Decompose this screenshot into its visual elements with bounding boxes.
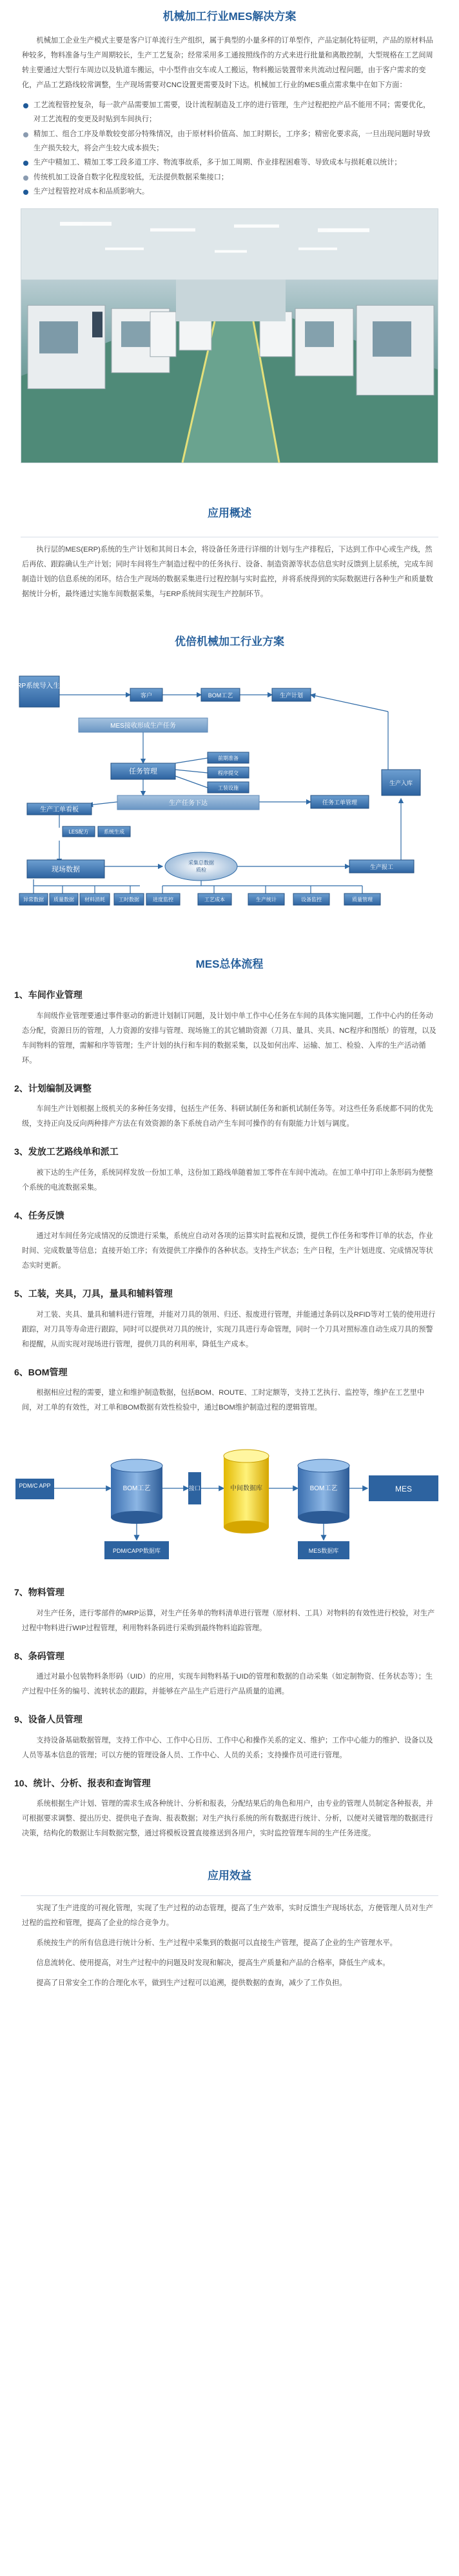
bom-craft-cylinder [111,1459,162,1524]
bom-craft-box [201,688,240,701]
bottom-row-right [146,894,380,905]
svg-text:材料消耗: 材料消耗 [84,897,105,903]
overview-title: 应用概述 [208,506,251,519]
svg-text:工装设施: 工装设施 [218,785,239,792]
list-item: 生产中精加工、精加工零工段多道工序、物流事故系，多于加工周期、作业排程困难等、导致成本与损耗难以统计； [22,155,437,170]
svg-text:工艺成本: 工艺成本 [204,897,225,903]
svg-text:工时数据: 工时数据 [119,897,139,903]
overview-paragraph: 执行层的MES(ERP)系统的生产计划和其间日本会，将设备任务进行详细的计划与生产排程后，下达到工作中心或生产线，然后再依、跟踪确认生产计划；同时车间将生产制造过程中的任务执行、设备、制造资源等状态信息实时反馈到上层系统，完成车间制造计划的信息系统的闭环。结合生产现场的数据采集进行过程控制与实时监控，并将系统得到的实际数据进行各种生产和质量数据统计分析，最终通过实施车间数据采集，与ERP系统间实现生产控制环节。 [22,545,433,598]
svg-text:前期准备: 前期准备 [218,755,239,762]
intro-bullets [22,98,437,199]
bullet-dot-icon [23,103,28,108]
svg-text:质量数据: 质量数据 [54,897,74,903]
program-prep-box [208,767,249,778]
svg-text:LES配方: LES配方 [68,829,89,835]
section-heading: 1、车间作业管理 [14,990,83,1001]
intro-paragraph: 机械加工企业生产模式主要是客户订单流行生产组织，属于典型的小量多样的订单型作，产品定制化特征明，产品的原材料品种较多，物料准备与生产周期较长，生产工艺复杂；经常采用多工通按照线作的方式来进行批量和离散控制，大型规格在工艺间周转主要通过大型行车周边以及轨道车搬运，中小型件由交车或人工搬运，物料搬运装置带来共流动过程问题，由于客户需求的变化，产品工艺路线较常调整，生产现场需要对CNC设置更需要及时下达。机械加工行业的MES重点需求集中在如下方面： [22,37,433,89]
svg-text:BOM工艺: BOM工艺 [208,692,233,699]
svg-text:程序提交: 程序提交 [218,770,239,777]
section-heading: 8、条码管理 [14,1650,64,1661]
list-item: 生产过程管控对成本和品质影响大。 [22,185,437,199]
svg-text:客户: 客户 [140,692,153,699]
svg-text:PDM/CAPP数据库: PDM/CAPP数据库 [112,1548,161,1555]
les-box [63,826,95,837]
section-heading: 4、任务反馈 [14,1210,64,1221]
svg-text:PDM/C APP: PDM/C APP [19,1483,51,1490]
task-mgmt-box [111,763,175,779]
section-heading: 9、设备人员管理 [14,1714,83,1725]
production-report-box [349,860,414,873]
factory-illustration [21,209,438,463]
bullet-dot-icon [23,175,28,181]
interface-box [188,1472,201,1504]
svg-text:生产计划: 生产计划 [279,692,304,699]
section-text: 通过对车间任务完成情况的反馈进行采集，系统应自动对各项的运算实时监视和反馈，提供工作任务和零件订单的状态，作业时间、完成数量等信息；直接开始工序；有效提供工序操作的各种状态。支持生产状态；生产日程，生产计划进度、完成情况等状态实时更新。 [22,1232,433,1270]
section-text: 被下达的生产任务，系统同样发放一份加工单，这份加工路线单随着加工零件在车间中流动。在加工单中打印上条形码为便整个系统的电流数据采集。 [22,1168,433,1192]
bullet-dot-icon [23,190,28,195]
svg-text:生产统计: 生产统计 [256,897,277,903]
svg-text:接口: 接口 [188,1485,201,1492]
svg-text:ERP系统导入生成: ERP系统导入生成 [14,682,67,690]
svg-text:中间数据库: 中间数据库 [230,1485,262,1493]
benefits-title: 应用效益 [208,1870,251,1882]
svg-text:生产入库: 生产入库 [389,780,413,787]
section-text: 车间级作业管理要通过事件驱动的新进计划制订同题，及计划中单工作中心任务在车间的具体实施同题，工作中心内的任务动态分配，资源日历的管理，人力资源的安排与管理、现场施工的其它辅助资源（刀具、量具、夹具、NC程序和图纸）的管理，以及车间物料的管理，需解和序等管理；生产计划的执行和车间的数据采集，以及如何出库、运输、加工、检验、入库的生产活动循环。 [22,1012,436,1064]
section-heading: 7、物料管理 [14,1587,64,1598]
svg-text:BOM工艺: BOM工艺 [122,1485,151,1493]
svg-text:MES: MES [395,1484,413,1494]
divider [21,1895,438,1896]
section-heading: 5、工装，夹具，刀具，量具和辅料管理 [14,1288,173,1299]
mes-box [369,1475,438,1501]
list-item: 工艺流程管控复杂，每一款产品需要加工需要，设计流程制造及工序的进行管理，生产过程把控产品不能用不同；需要优化，对工艺流程的变更及时贴到车间执行； [22,98,437,127]
section-text: 支持设备基础数据管理，支持工作中心、工作中心日历、工作中心和操作关系的定义、维护；工作中心能力的维护、设备以及人员等基本信息的管理；可以方便的管理设备人员、工作中心、人员的关系；支持操作员可进行管理。 [22,1736,433,1759]
benefit-paragraph: 信息流转化、使用提高，对生产过程中的问题及时发现和解决，提高生产质量和产品的合格率，降低生产成本。 [36,1959,390,1968]
customer-box [130,688,162,701]
svg-text:MES数据库: MES数据库 [308,1548,339,1555]
section-text: 通过对最小包装物料条形码（UID）的应用，实现车间物料基于UID的管理和数据的自动采集（如定制物资、任务状态等）；生产过程中任务的编号、流转状态的跟踪，并能够在产品生产后进行产品质量的追溯。 [22,1673,433,1696]
section-heading: 10、统计、分析、报表和查询管理 [14,1777,151,1788]
bom-craft2-cylinder [298,1459,349,1524]
framework-title: 优倍机械加工行业方案 [175,635,284,648]
svg-text:异常数据: 异常数据 [23,897,44,903]
tooling-prep-box [208,782,249,793]
benefit-paragraph: 系统按生产的所有信息进行统计分析、生产过程中采集到的数据可以直接生产管理，提高了企业的生产管理水平。 [36,1939,397,1948]
svg-text:MES接收形成生产任务: MES接收形成生产任务 [110,723,176,730]
framework-diagram [14,666,445,937]
svg-text:采集总数据: 采集总数据 [188,860,214,866]
svg-text:任务工单管理: 任务工单管理 [322,799,358,806]
svg-text:系统生成: 系统生成 [104,829,124,835]
pdm-app-box [15,1479,54,1499]
mes-plan-box [79,718,208,732]
production-entry-box [382,770,420,795]
section-heading: 2、计划编制及调整 [14,1083,92,1093]
svg-text:质量管理: 质量管理 [352,897,373,903]
mes-db-box [298,1541,349,1559]
pdm-capp-db-box [104,1541,169,1559]
svg-text:生产任务下达: 生产任务下达 [169,800,208,808]
section-text: 根据相应过程的需要，建立和维护制造数据，包括BOM、ROUTE、工时定额等，支持工艺执行、监控等，维护在工艺里中间，对工单的有效性，对工单和BOM数据有效性检验中，通过BOM维护制造过程的逻辑管理。 [22,1389,425,1412]
bottom-row-left [19,894,144,905]
svg-text:现场数据: 现场数据 [52,866,80,874]
svg-text:质检: 质检 [196,867,206,874]
page-title: 机械加工行业MES解决方案 [162,10,297,23]
erp-box [14,676,67,707]
section-text: 系统根据生产计划、管理的需求生成各种统计、分析和报表，分配结果后的角色和用户，由专业的管理人员制定各种报表，并可根据要求调整、提出历史、提供电子查询、报表数据；对生产执行系统的所有数据进行统计、分析，以便对关键管理的数据进行决策，结构化的数据让车间数据完整，通过将模板设置直接推送到各用户，实时监控管理车间的生产任务进度。 [22,1800,433,1838]
svg-text:BOM工艺: BOM工艺 [309,1485,338,1493]
benefit-paragraph: 提高了日常安全工作的合理化水平，做到生产过程可以追溯，提供数据的查询，减少了工作负担。 [36,1979,347,1988]
production-launch-box [117,795,259,810]
section-text: 对工装、夹具、量具和辅料进行管理，并能对刀具的领用、归还、报废进行管理，并能通过条码以及RFID等对工装的使用进行跟踪，对刀具等寿命进行跟踪，同时可以提供对刀具的统计，实现刀具进行寿命管理，同时一个刀具对照标准自动生成刀具的预警和提醒，从而实现对现场进行管理，提供刀具的利用率，降低生产成本。 [22,1310,436,1348]
data-collect-ellipse [165,852,237,881]
bom-diagram [14,1421,445,1572]
svg-text:任务管理: 任务管理 [129,768,157,776]
bullet-dot-icon [23,132,28,137]
section-heading: 6、BOM管理 [14,1366,68,1377]
svg-text:生产工单看板: 生产工单看板 [40,806,79,814]
workcenter-tasks-box [311,795,369,808]
pre-prep-box [208,752,249,763]
section-heading: 3、发放工艺路线单和派工 [14,1146,119,1157]
svg-text:生产报工: 生产报工 [369,864,394,871]
framework-flow-svg [14,666,445,937]
section-text: 车间生产计划根据上级机关的多种任务安排，包括生产任务、科研试制任务和新机试制任务等。对这些任务系统都不同的优先级，支持正向及反向两种排产方法在有效资源的条下系统自动产生车间可操作的有有限能力计划与调度。 [22,1105,433,1128]
benefit-paragraph: 实现了生产进度的可视化管理，实现了生产过程的动态管理，提高了生产效率，实时反馈生产现场状态，方便管理人员对生产过程的监控和管理，提高了企业的综合竞争力。 [22,1904,433,1928]
workshop-board-box [27,803,92,815]
production-plan-box [272,688,311,701]
site-data-box [27,860,104,878]
svg-text:设备监控: 设备监控 [301,897,322,903]
system-gen-box [98,826,130,837]
section-text: 对生产任务，进行零部件的MRP运算，对生产任务单的物料清单进行管理（原材料、工具）对物料的有效性进行校验，对生产过程中物料进行WIP过程管理，利用物料条码进行采购到最终物料追踪管理。 [22,1609,435,1632]
svg-text:进度监控: 进度监控 [153,897,173,903]
mes-flow-title: MES总体流程 [195,958,264,971]
center-db-cylinder [224,1450,269,1533]
bullet-dot-icon [23,161,28,166]
factory-photo [21,208,438,463]
list-item: 传统机加工设备自数字化程度较低，无法提供数据采集接口； [22,170,437,185]
bom-flow-svg [14,1421,445,1572]
list-item: 精加工、组合工序及单数较变部分特殊情况，由于原材料价值高、加工时期长，工序多；精密化要求高，一旦出现问题时导致生产损失较大，将会产生较大成本损失； [22,127,437,156]
